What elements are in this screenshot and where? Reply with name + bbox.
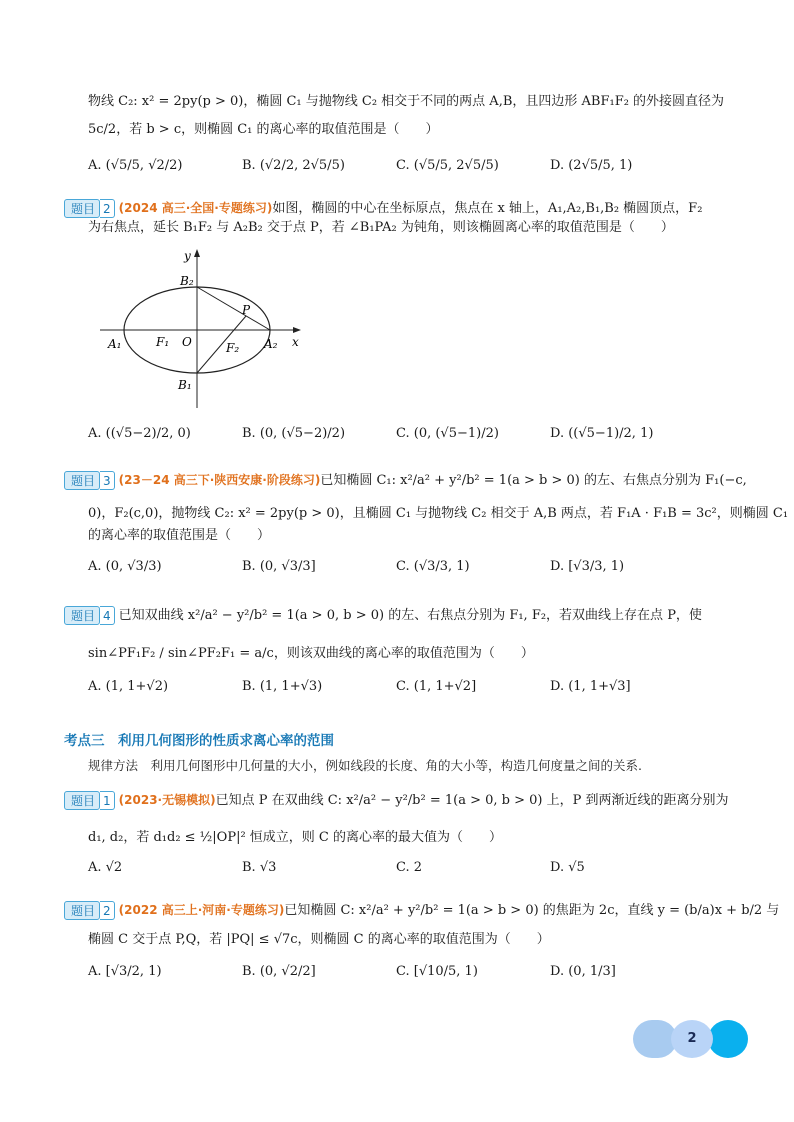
option-b: B. (0, (√5−2)/2) — [242, 426, 346, 441]
option-d: D. (0, 1/3] — [550, 964, 616, 979]
question-tag: 题目 4 — [64, 606, 115, 625]
section-question-2-line-1: 题目 2 (2022 高三上·河南·专题练习)已知椭圆 C: x²/a² + y²/b² = 1(a > b > 0) 的焦距为 2c，直线 y = (b/a)x + b/2 与 — [64, 900, 779, 921]
option-a: A. (√5/5, √2/2) — [88, 158, 183, 173]
label-o: O — [182, 335, 192, 349]
option-c: C. (√5/5, 2√5/5) — [396, 158, 499, 173]
option-c: C. (√3/3, 1) — [396, 559, 470, 574]
x-axis-arrow — [293, 327, 301, 333]
question-tag: 题目 2 — [64, 199, 115, 218]
option-c: C. (1, 1+√2] — [396, 679, 477, 694]
option-d: D. [√3/3, 1) — [550, 559, 625, 574]
option-b: B. √3 — [242, 860, 277, 875]
option-d: D. ((√5−1)/2, 1) — [550, 426, 654, 441]
method-note: 规律方法 利用几何图形中几何量的大小，例如线段的长度、角的大小等，构造几何度量之间的关系. — [88, 758, 642, 773]
section-question-2-line-2: 椭圆 C 交于点 P,Q，若 |PQ| ≤ √7c，则椭圆 C 的离心率的取值范围为（ ） — [88, 932, 550, 947]
question-source: (2022 高三上·河南·专题练习) — [118, 903, 285, 917]
option-a: A. [√3/2, 1) — [88, 964, 162, 979]
question-4-line-2: sin∠PF₁F₂ / sin∠PF₂F₁ = a/c，则该双曲线的离心率的取值范围为（ ） — [88, 646, 534, 661]
segment-b2-a2 — [197, 287, 270, 330]
option-b: B. (0, √3/3] — [242, 559, 316, 574]
option-b: B. (√2/2, 2√5/5) — [242, 158, 345, 173]
question-3-line-1: 题目 3 (23－24 高三下·陕西安康·阶段练习)已知椭圆 C₁: x²/a² + y²/b² = 1(a > b > 0) 的左、右焦点分别为 F₁(−c, — [64, 470, 747, 491]
label-b1: B₁ — [178, 378, 192, 392]
option-b: B. (1, 1+√3) — [242, 679, 323, 694]
question-4-line-1: 题目 4 已知双曲线 x²/a² − y²/b² = 1(a > 0, b > 0) 的左、右焦点分别为 F₁, F₂，若双曲线上存在点 P，使 — [64, 606, 702, 626]
question-tag: 题目 3 — [64, 471, 115, 490]
option-d: D. √5 — [550, 860, 585, 875]
option-b: B. (0, √2/2] — [242, 964, 316, 979]
question-source: (2023·无锡模拟) — [118, 793, 216, 807]
question-tag: 题目 1 — [64, 791, 115, 810]
option-d: D. (1, 1+√3] — [550, 679, 631, 694]
label-p: P — [242, 303, 251, 317]
question-text-line: 物线 C₂: x² = 2py(p > 0)，椭圆 C₁ 与抛物线 C₂ 相交于不同的两点 A,B，且四边形 ABF₁F₂ 的外接圆直径为 — [88, 94, 725, 109]
question-3-line-2: 0)，F₂(c,0)，抛物线 C₂: x² = 2py(p > 0)，且椭圆 C₁ 与抛物线 C₂ 相交于 A,B 两点，若 F₁A · F₁B = 3c²，则椭圆 C₁ — [88, 506, 789, 521]
page-number: 2 — [671, 1020, 713, 1058]
label-a2: A₂ — [264, 337, 278, 351]
label-f1: F₁ — [156, 335, 170, 349]
option-c: C. (0, (√5−1)/2) — [396, 426, 499, 441]
label-x: x — [292, 335, 299, 349]
question-2-line-2: 为右焦点，延长 B₁F₂ 与 A₂B₂ 交于点 P，若 ∠B₁PA₂ 为钝角，则该椭圆离心率的取值范围是（ ） — [88, 220, 674, 235]
label-f2: F₂ — [226, 341, 240, 355]
label-y: y — [184, 249, 191, 263]
question-source: (23－24 高三下·陕西安康·阶段练习) — [118, 473, 321, 487]
ellipse-figure — [96, 246, 316, 412]
label-b2: B₂ — [180, 274, 194, 288]
question-text-line: 5c/2，若 b > c，则椭圆 C₁ 的离心率的取值范围是（ ） — [88, 122, 439, 137]
option-c: C. 2 — [396, 860, 423, 875]
option-a: A. √2 — [88, 860, 123, 875]
y-axis-arrow — [194, 249, 200, 257]
question-source: (2024 高三·全国·专题练习) — [118, 201, 273, 215]
question-2-line-1: 题目 2 (2024 高三·全国·专题练习)如图，椭圆的中心在坐标原点，焦点在 x 轴上，A₁,A₂,B₁,B₂ 椭圆顶点，F₂ — [64, 198, 702, 219]
section-title: 考点三 利用几何图形的性质求离心率的范围 — [64, 733, 334, 749]
question-3-line-3: 的离心率的取值范围是（ ） — [88, 528, 271, 543]
section-question-1-line-1: 题目 1 (2023·无锡模拟)已知点 P 在双曲线 C: x²/a² − y²/b² = 1(a > 0, b > 0) 上，P 到两渐近线的距离分别为 — [64, 790, 729, 811]
option-a: A. ((√5−2)/2, 0) — [88, 426, 191, 441]
question-tag: 题目 2 — [64, 901, 115, 920]
option-d: D. (2√5/5, 1) — [550, 158, 633, 173]
option-a: A. (0, √3/3) — [88, 559, 162, 574]
section-question-1-line-2: d₁, d₂，若 d₁d₂ ≤ ½|OP|² 恒成立，则 C 的离心率的最大值为（ ） — [88, 830, 503, 845]
option-c: C. [√10/5, 1) — [396, 964, 478, 979]
label-a1: A₁ — [108, 337, 122, 351]
page-badge-right — [708, 1020, 748, 1058]
option-a: A. (1, 1+√2) — [88, 679, 169, 694]
